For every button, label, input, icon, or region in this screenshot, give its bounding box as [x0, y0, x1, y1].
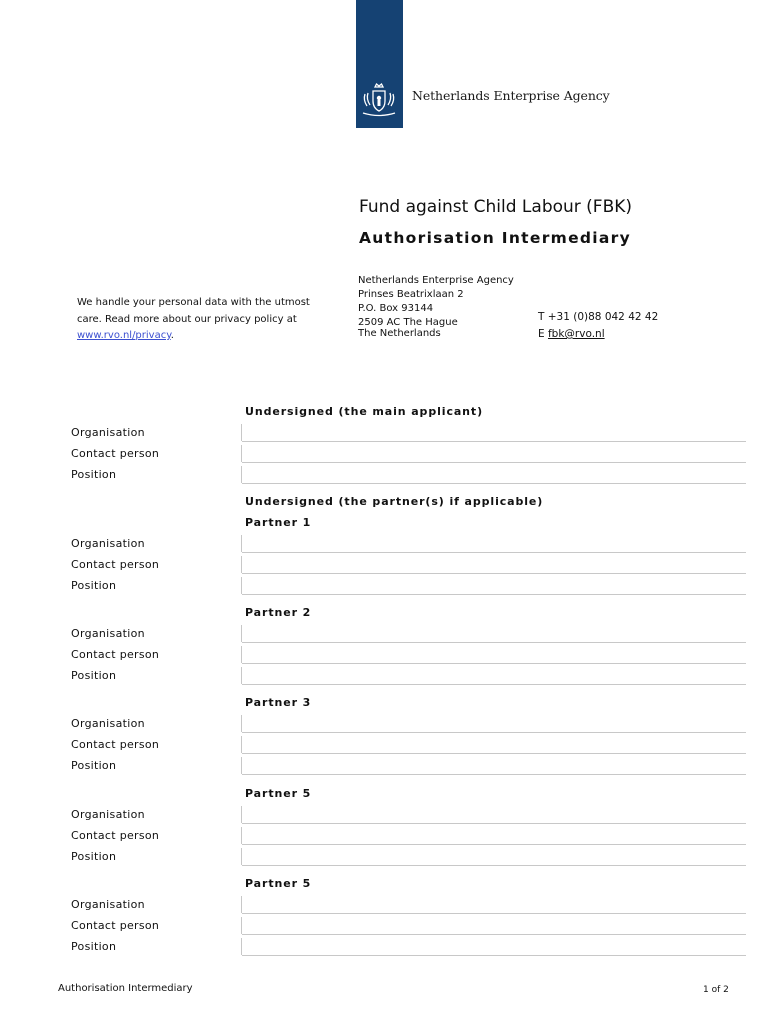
privacy-text: We handle your personal data with the utmost care. Read more about our privacy policy at — [77, 297, 310, 325]
partner-3-position-row — [67, 755, 746, 776]
footer-title: Authorisation Intermediary — [58, 983, 193, 994]
partner-4-organisation-row — [67, 804, 746, 825]
field-label-contact-person: Contact person — [71, 447, 160, 460]
page-number: 1 of 2 — [703, 985, 729, 995]
main-organisation-field[interactable] — [242, 422, 746, 442]
email-link[interactable]: fbk@rvo.nl — [547, 328, 605, 340]
privacy-note — [77, 295, 317, 345]
partner-5-position-row — [67, 936, 746, 957]
field-label-organisation: Organisation — [71, 717, 145, 730]
partner-2-position-row — [67, 665, 746, 686]
partner-4-contact-person-field[interactable] — [242, 825, 746, 845]
field-label-organisation: Organisation — [71, 426, 145, 439]
partner-4-organisation-field[interactable] — [242, 804, 746, 824]
address-line-city: 2509 AC The Hague — [358, 317, 458, 328]
partner-3-position-field[interactable] — [242, 755, 746, 775]
partner-1-heading: Partner 1 — [245, 516, 312, 529]
partner-4-position-row — [67, 846, 746, 867]
contact-phone: T +31 (0)88 042 42 42 — [538, 311, 659, 323]
partner-5-contact-person-row — [67, 915, 746, 936]
field-label-position: Position — [71, 579, 117, 592]
contact-email-line — [538, 328, 605, 340]
main-position-field[interactable] — [242, 464, 746, 484]
partner-3-organisation-row — [67, 713, 746, 734]
main-contact-person-row — [67, 443, 746, 464]
main-contact-person-field[interactable] — [242, 443, 746, 463]
partner-2-organisation-row — [67, 623, 746, 644]
email-prefix: E — [538, 328, 548, 340]
partner-5-organisation-field[interactable] — [242, 894, 746, 914]
main-position-row — [67, 464, 746, 485]
field-label-contact-person: Contact person — [71, 919, 160, 932]
partner-2-heading: Partner 2 — [245, 606, 312, 619]
partners-heading: Undersigned (the partner(s) if applicable) — [245, 495, 544, 508]
field-label-organisation: Organisation — [71, 627, 145, 640]
partner-5-organisation-row — [67, 894, 746, 915]
partner-4-position-field[interactable] — [242, 846, 746, 866]
field-label-position: Position — [71, 468, 117, 481]
field-label-contact-person: Contact person — [71, 648, 160, 661]
partner-1-contact-person-field[interactable] — [242, 554, 746, 574]
partner-2-contact-person-field[interactable] — [242, 644, 746, 664]
address-line-organisation: Netherlands Enterprise Agency — [358, 275, 514, 286]
field-label-organisation: Organisation — [71, 808, 145, 821]
partner-2-contact-person-row — [67, 644, 746, 665]
field-label-position: Position — [71, 669, 117, 682]
field-label-contact-person: Contact person — [71, 829, 160, 842]
document-subtitle: Authorisation Intermediary — [359, 229, 632, 247]
partner-3-contact-person-row — [67, 734, 746, 755]
address-line-pobox: P.O. Box 93144 — [358, 303, 434, 314]
address-line-street: Prinses Beatrixlaan 2 — [358, 289, 464, 300]
document-title: Fund against Child Labour (FBK) — [359, 197, 633, 217]
partner-3-contact-person-field[interactable] — [242, 734, 746, 754]
partner-3-organisation-field[interactable] — [242, 713, 746, 733]
partner-3-heading: Partner 3 — [245, 696, 312, 709]
field-label-contact-person: Contact person — [71, 738, 160, 751]
partner-1-organisation-field[interactable] — [242, 533, 746, 553]
partner-1-organisation-row — [67, 533, 746, 554]
partner-2-position-field[interactable] — [242, 665, 746, 685]
privacy-suffix: . — [170, 330, 174, 341]
main-applicant-heading: Undersigned (the main applicant) — [245, 405, 484, 418]
partner-2-organisation-field[interactable] — [242, 623, 746, 643]
field-label-organisation: Organisation — [71, 537, 145, 550]
field-label-position: Position — [71, 940, 117, 953]
field-label-contact-person: Contact person — [71, 558, 160, 571]
partner-1-position-row — [67, 575, 746, 596]
field-label-organisation: Organisation — [71, 898, 145, 911]
field-label-position: Position — [71, 759, 117, 772]
field-label-position: Position — [71, 850, 117, 863]
partner-5-contact-person-field[interactable] — [242, 915, 746, 935]
partner-1-contact-person-row — [67, 554, 746, 575]
main-organisation-row — [67, 422, 746, 443]
partner-5-position-field[interactable] — [242, 936, 746, 956]
crest-icon — [359, 82, 399, 118]
agency-logo-text: Netherlands Enterprise Agency — [412, 88, 610, 103]
partner-5-heading: Partner 5 — [245, 877, 312, 890]
privacy-link[interactable]: www.rvo.nl/privacy — [77, 330, 171, 341]
address-line-country: The Netherlands — [358, 328, 441, 339]
partner-1-position-field[interactable] — [242, 575, 746, 595]
partner-4-heading: Partner 5 — [245, 787, 312, 800]
partner-4-contact-person-row — [67, 825, 746, 846]
